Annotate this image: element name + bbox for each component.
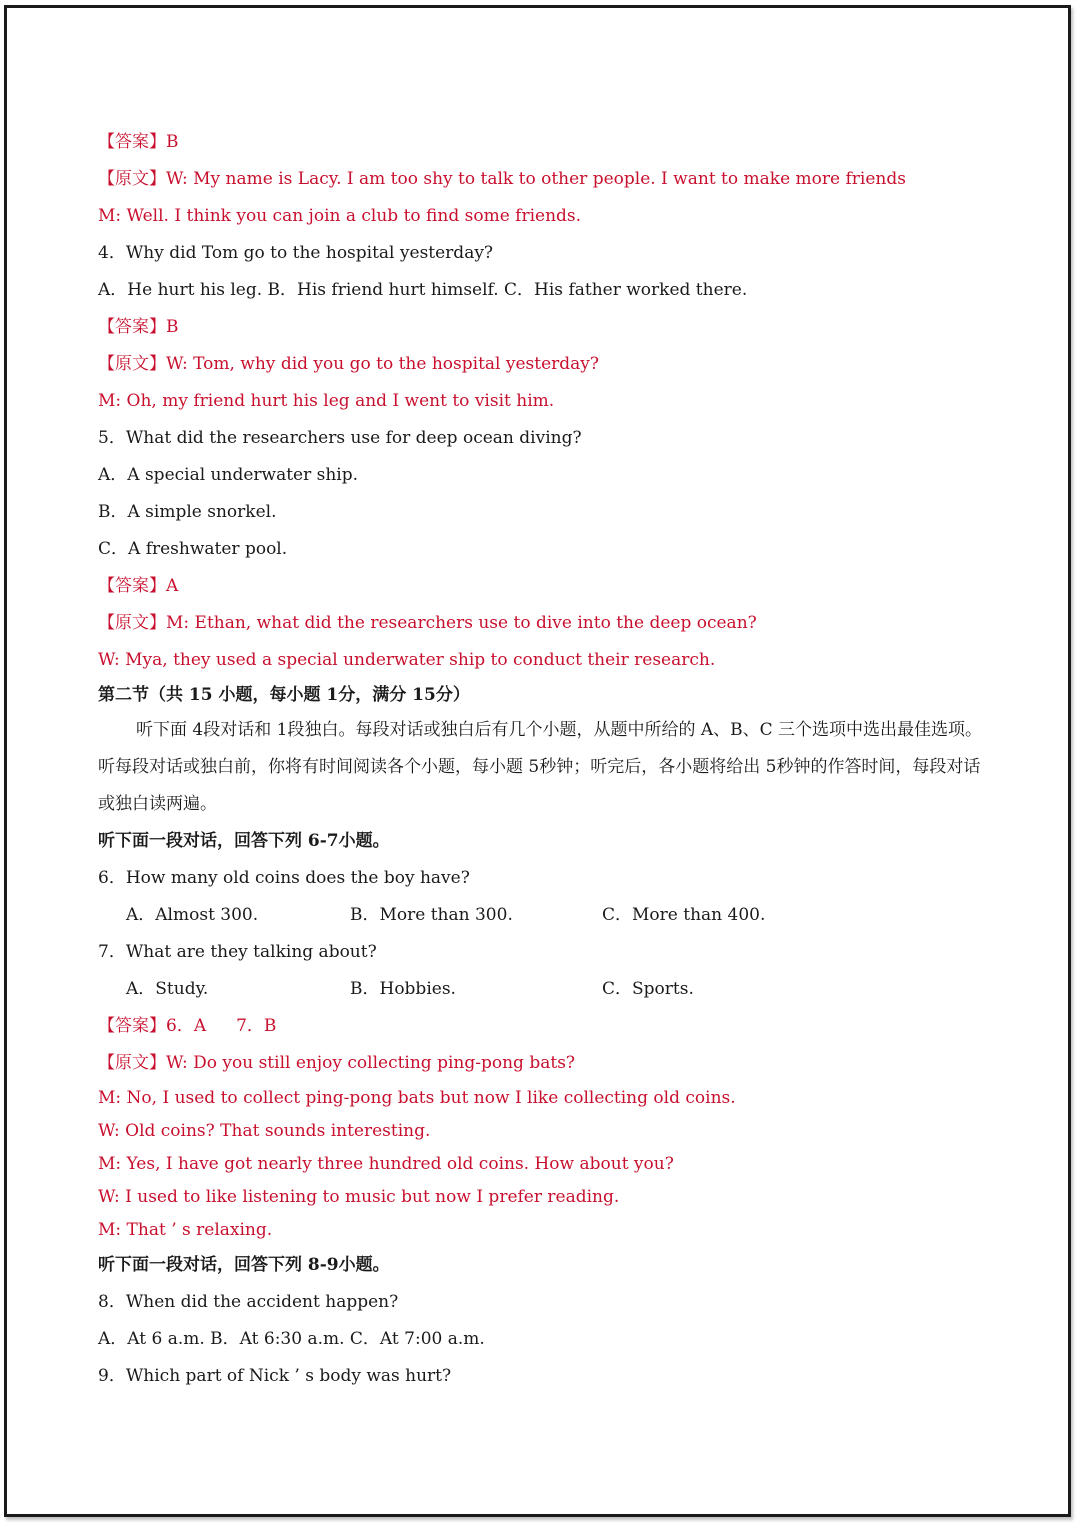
transcript-line: M: That ’ s relaxing. (98, 1220, 273, 1240)
option-a: A．Almost 300. (126, 905, 259, 925)
answer-line: 【答案】B (98, 132, 179, 152)
transcript-line: 【原文】W: My name is Lacy. I am too shy to talk to other people. I want to make more friends (98, 169, 906, 189)
question-5-option-b: B．A simple snorkel. (98, 502, 277, 522)
transcript-line: 【原文】M: Ethan, what did the researchers use to dive into the deep ocean? (98, 613, 757, 633)
transcript-line: 【原文】W: Tom, why did you go to the hospital yesterday? (98, 354, 600, 374)
listen-instruction: 听下面一段对话，回答下列 8-9小题。 (98, 1255, 390, 1275)
question-8-options: A．At 6 a.m. B．At 6:30 a.m. C．At 7:00 a.m. (98, 1329, 485, 1349)
answer-7: 7．B (236, 1016, 277, 1036)
answer-line: 【答案】B (98, 317, 179, 337)
question-5: 5．What did the researchers use for deep ocean diving? (98, 428, 582, 448)
question-4: 4．Why did Tom go to the hospital yesterday? (98, 243, 494, 263)
option-b: B．Hobbies. (350, 979, 456, 999)
question-4-options: A．He hurt his leg. B．His friend hurt himself. C．His father worked there. (98, 280, 748, 300)
question-7-options (98, 971, 998, 1008)
section-heading: 第二节（共 15 小题，每小题 1分，满分 15分） (98, 685, 470, 705)
section-instructions: 听下面 4段对话和 1段独白。每段对话或独白后有几个小题，从题中所给的 A、B、C 三个选项中选出最佳选项。听每段对话或独白前，你将有时间阅读各个小题，每小题 5秒钟；听完后，各小题将给出 5秒钟的作答时间，每段对话或独白读两遍。 (98, 720, 983, 814)
question-9: 9．Which part of Nick ’ s body was hurt? (98, 1366, 452, 1386)
transcript-line: W: Mya, they used a special underwater ship to conduct their research. (98, 650, 716, 670)
option-a: A．Study. (126, 979, 209, 999)
document-body (98, 124, 998, 1395)
question-6-options (98, 897, 998, 934)
question-7: 7．What are they talking about? (98, 942, 377, 962)
transcript-line: W: Old coins? That sounds interesting. (98, 1121, 431, 1141)
transcript-line: M: Well. I think you can join a club to find some friends. (98, 206, 582, 226)
question-5-option-a: A．A special underwater ship. (98, 465, 359, 485)
question-6: 6．How many old coins does the boy have? (98, 868, 470, 888)
option-c: C．More than 400. (602, 905, 766, 925)
question-8: 8．When did the accident happen? (98, 1292, 399, 1312)
answer-6: 【答案】6．A (98, 1016, 207, 1036)
question-5-option-c: C．A freshwater pool. (98, 539, 288, 559)
transcript-line: W: I used to like listening to music but now I prefer reading. (98, 1187, 620, 1207)
listen-instruction: 听下面一段对话，回答下列 6-7小题。 (98, 831, 390, 851)
answer-line: 【答案】A (98, 576, 179, 596)
answer-line (98, 1008, 998, 1045)
transcript-line: 【原文】W: Do you still enjoy collecting ping-pong bats? (98, 1053, 576, 1073)
transcript-line: M: Oh, my friend hurt his leg and I went to visit him. (98, 391, 555, 411)
option-b: B．More than 300. (350, 905, 513, 925)
option-c: C．Sports. (602, 979, 694, 999)
transcript-line: M: No, I used to collect ping-pong bats but now I like collecting old coins. (98, 1088, 736, 1108)
transcript-line: M: Yes, I have got nearly three hundred old coins. How about you? (98, 1154, 674, 1174)
